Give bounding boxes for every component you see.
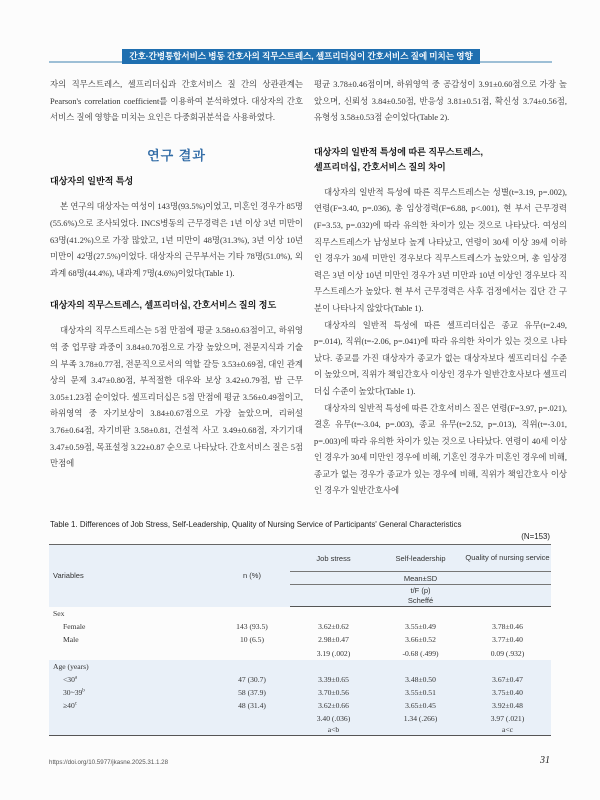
test-row (49, 647, 551, 660)
table-row (49, 633, 551, 646)
general-characteristics-paragraph: 본 연구의 대상자는 여성이 143명(93.5%)이었고, 미혼인 경우가 85명(55.6%)으로 조사되었다. INCS병동의 근무경력은 1년 이상 3년 미만이 63명(41.2%)으로 가장 많았고, 1년 미만이 48명(31.3%), 3년 이상 10년 미만이 42명(27.5%)이었다. 대상자의 근무부서는 기타 78명(51.0%), 외과계 68명(44.4%), 내과계 7명(4.6%)이었다(Table 1). (50, 202, 303, 278)
test-value: 3.97 (.021) (490, 713, 525, 723)
group-label: Sex (53, 609, 65, 619)
test-row (49, 713, 551, 736)
header-variables: Variables (49, 545, 214, 607)
cell-test-quality: 0.09 (.932) (490, 648, 525, 658)
posthoc-value: a<c (501, 724, 514, 734)
quality-differences-paragraph: 대상자의 일반적 특성에 따른 간호서비스 질은 연령(F=3.97, p=.021), 결혼 유무(t=-3.04, p=.003), 종교 유무(t=2.52, p=.013), 직위(t=-3.01, p=.003)에 따라 유의한 차이가 있는 것으로 나타났다. 연령이 40세 이상인 경우가 30세 미만인 경우에 비해, 기혼인 경우가 미혼인 경우에 비해, 종교가 없는 경우가 종교가 있는 경우에 비해, 직위가 책임간호사 이상인 경우가 일반간호사에 (314, 403, 567, 496)
cell-self-leadership: 3.65±0.45 (377, 699, 464, 712)
levels-paragraph: 대상자의 직무스트레스는 5점 만점에 평균 3.58±0.63점이고, 하위영역 중 업무량 과중이 3.84±0.70점으로 가장 높았으며, 전문지식과 기술의 부족 3.78±0.77점, 전문직으로서의 역할 갈등 3.53±0.69점, 대인 관계상의 문제 3.47±0.80점, 부적절한 대우와 보상 3.42±0.79점, 밤 근무 3.05±1.23점 순이었다. 셀프리더십은 5점 만점에 평균 3.56±0.49점이고, 하위영역 중 자기보상이 3.84±0.67점으로 가장 높았으며, 리허설 3.76±0.64점, 자기비판 3.58±0.81, 건설적 사고 3.49±0.68점, 자기기대 3.47±0.59점, 목표설정 3.22±0.87 순으로 나타났다. 간호서비스 질은 5점 만점에 (50, 326, 303, 469)
cell-n: 58 (37.9) (214, 686, 290, 699)
header-n-percent: n (%) (214, 545, 290, 607)
table-1 (49, 544, 551, 736)
cell-test-quality (464, 713, 551, 736)
row-label-text: <30 (63, 675, 75, 685)
cell-test-self-leadership: -0.68 (.499) (402, 648, 439, 658)
table-row (49, 699, 551, 712)
cell-test-job-stress: 3.19 (.002) (316, 648, 351, 658)
table-row (49, 686, 551, 699)
header-scheffe: Scheffé (407, 595, 434, 605)
group-superscript: a (74, 675, 78, 681)
header-test-stat (290, 585, 551, 607)
group-label: Age (years) (49, 660, 551, 673)
cell-quality: 3.77±0.40 (492, 635, 523, 645)
cell-self-leadership: 3.55±0.49 (405, 622, 436, 632)
self-leadership-differences-paragraph: 대상자의 일반적 특성에 따른 셀프리더십은 종교 유무(t=2.49, p=.014), 직위(t=-2.06, p=.041)에 따라 유의한 차이가 있는 것으로 나타났다. 종교를 가진 대상자가 종교가 없는 대상자보다 셀프리더십 수준이 높았으며, 직위가 책임간호사 이상인 경우가 일반간호사보다 셀프리더십 수준이 높았다(Table 1). (314, 320, 567, 396)
cell-self-leadership: 3.66±0.52 (405, 635, 436, 645)
table-sample-size: (N=153) (521, 532, 550, 541)
subsection-title-general-characteristics: 대상자의 일반적 특성 (50, 176, 134, 187)
cell-quality: 3.75±0.40 (464, 686, 551, 699)
running-title: 간호·간병통합서비스 병동 간호사의 직무스트레스, 셀프리더십이 간호서비스 질에 미치는 영향 (122, 49, 480, 64)
table-row (49, 620, 551, 633)
cell-job-stress: 3.39±0.65 (290, 673, 377, 686)
header-t-f-p: t/F (p) (410, 585, 431, 595)
test-value: 3.40 (.036) (316, 713, 351, 723)
posthoc-value: a<b (327, 724, 340, 734)
subsection-title-differences (314, 145, 567, 175)
cell-quality: 3.67±0.47 (464, 673, 551, 686)
header-self-leadership: Self-leadership (377, 545, 464, 572)
left-column (50, 77, 303, 473)
cell-job-stress: 2.98±0.47 (318, 635, 349, 645)
continued-paragraph: 평균 3.78±0.46점이며, 하위영역 중 공감성이 3.91±0.60점으로 가장 높았으며, 신뢰성 3.84±0.50점, 반응성 3.81±0.51점, 확신성 3.74±0.56점, 유형성 3.58±0.53점 순이었다(Table 2). (314, 80, 567, 123)
page-number: 31 (540, 755, 550, 766)
subsection-title-line1: 대상자의 일반적 특성에 따른 직무스트레스, (314, 146, 483, 157)
row-label (49, 673, 214, 686)
cell-n: 10 (6.5) (239, 635, 265, 645)
cell-self-leadership: 3.48±0.50 (377, 673, 464, 686)
group-superscript: b (82, 688, 85, 694)
row-label: Male (63, 635, 79, 645)
cell-n: 143 (93.5) (236, 622, 268, 632)
cell-quality: 3.78±0.46 (492, 622, 523, 632)
header-job-stress: Job stress (290, 545, 377, 572)
right-column (314, 77, 567, 500)
cell-job-stress: 3.62±0.62 (318, 622, 349, 632)
cell-job-stress: 3.70±0.56 (290, 686, 377, 699)
test-value: 1.34 (.266) (403, 713, 438, 723)
subsection-title-levels: 대상자의 직무스트레스, 셀프리더십, 간호서비스 질의 정도 (50, 300, 277, 311)
cell-test-self-leadership (377, 713, 464, 736)
cell-quality: 3.92±0.48 (464, 699, 551, 712)
cell-n: 47 (30.7) (214, 673, 290, 686)
intro-paragraph: 자의 직무스트레스, 셀프리더십과 간호서비스 질 간의 상관관계는 Pearson's correlation coefficient를 이용하여 분석하였다. 대상자의 간호서비스 질에 영향을 미치는 요인은 다중회귀분석을 사용하였다. (50, 80, 303, 123)
table-caption: Table 1. Differences of Job Stress, Self-Leadership, Quality of Nursing Service of Participants' General Characteristics (50, 520, 462, 529)
row-label: Female (63, 622, 86, 632)
row-label-text: 30~39 (63, 688, 83, 698)
cell-n: 48 (31.4) (214, 699, 290, 712)
cell-job-stress: 3.62±0.66 (290, 699, 377, 712)
group-superscript: c (74, 701, 77, 707)
header-mean-sd: Mean±SD (290, 572, 551, 585)
job-stress-differences-paragraph: 대상자의 일반적 특성에 따른 직무스트레스는 성별(t=3.19, p=.002), 연령(F=3.40, p=.036), 총 임상경력(F=6.88, p<.001), 현 부서 근무경력(F=3.53, p=.032)에 따라 유의한 차이가 있는 것으로 나타났다. 여성의 직무스트레스가 남성보다 높게 나타났고, 연령이 30세 이상 39세 이하인 경우가 30세 미만인 경우보다 직무스트레스가 높았으며, 총 임상경력은 3년 이상 10년 미만인 경우가 3년 미만과 10년 이상인 경우보다 직무스트레스가 높았다. 현 부서 근무경력은 사후 검정에서는 집단 간 구분이 나타나지 않았다(Table 1). (314, 187, 567, 313)
row-label-text: ≥40 (63, 701, 75, 711)
group-row-age (49, 660, 551, 673)
row-label (49, 686, 214, 699)
subsection-title-line2: 셀프리더십, 간호서비스 질의 차이 (314, 161, 446, 172)
row-label (49, 699, 214, 712)
table-row (49, 673, 551, 686)
cell-test-job-stress (290, 713, 377, 736)
cell-self-leadership: 3.55±0.51 (377, 686, 464, 699)
group-row-sex (49, 607, 551, 621)
doi-link[interactable]: https://doi.org/10.5977/jkasne.2025.31.1.28 (49, 759, 169, 766)
header-quality: Quality of nursing service (464, 545, 551, 572)
section-title-results: 연구 결과 (147, 147, 206, 163)
